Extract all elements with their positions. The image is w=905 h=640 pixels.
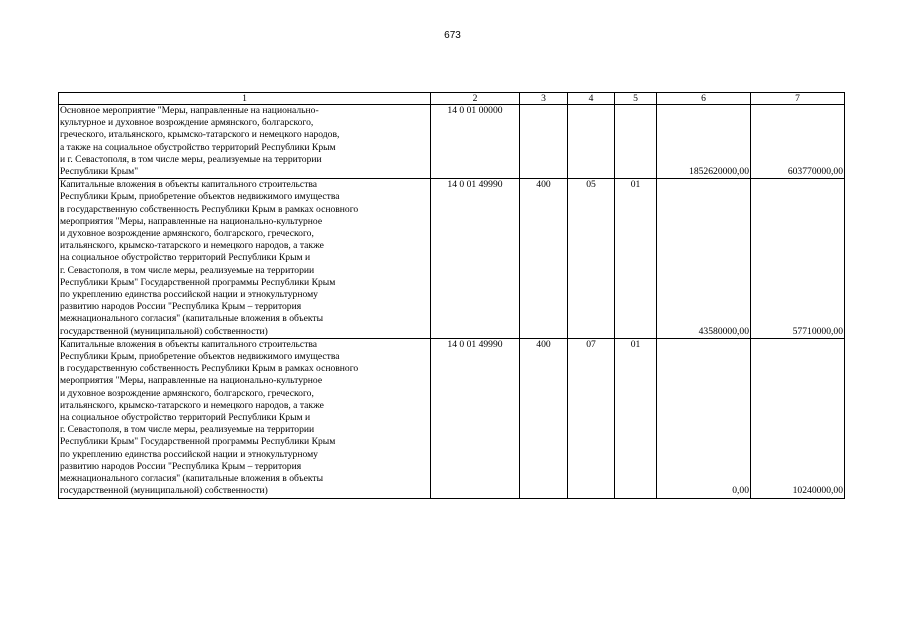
table-row [59, 105, 845, 179]
column-header: 5 [615, 93, 657, 105]
row-section [568, 105, 615, 179]
row-description: Основное мероприятие "Меры, направленные на национально- культурное и духовное возрождение армянского, болгарского, греческого, итальянского, крымско-татарского и немецкого народов, а также на социальное обустройство территорий Республики Крым и г. Севастополя, в том числе меры, реализуемые на территории Республики Крым" [59, 105, 431, 179]
table-row [59, 179, 845, 339]
row-amount-1: 43580000,00 [657, 179, 751, 339]
column-header: 4 [568, 93, 615, 105]
row-amount-1: 0,00 [657, 338, 751, 498]
row-description: Капитальные вложения в объекты капитального строительства Республики Крым, приобретение объектов недвижимого имущества в государственную собственность Республики Крым в рамках основного мероприятия "Меры, направленные на национально-культурное и духовное возрождение армянского, болгарского, греческого, итальянского, крымско-татарского и немецкого народов, а также на социальное обустройство территорий Республики Крым и г. Севастополя, в том числе меры, реализуемые на территории Республики Крым" Государственной программы Республики Крым по укреплению единства российской нации и этнокультурному развитию народов России "Республика Крым – территория межнационального согласия" (капитальные вложения в объекты государственной (муниципальной) собственности) [59, 179, 431, 339]
row-target-code: 14 0 01 49990 [431, 338, 520, 498]
row-description: Капитальные вложения в объекты капитального строительства Республики Крым, приобретение объектов недвижимого имущества в государственную собственность Республики Крым в рамках основного мероприятия "Меры, направленные на национально-культурное и духовное возрождение армянского, болгарского, греческого, итальянского, крымско-татарского и немецкого народов, а также на социальное обустройство территорий Республики Крым и г. Севастополя, в том числе меры, реализуемые на территории Республики Крым" Государственной программы Республики Крым по укреплению единства российской нации и этнокультурному развитию народов России "Республика Крым – территория межнационального согласия" (капитальные вложения в объекты государственной (муниципальной) собственности) [59, 338, 431, 498]
row-target-code: 14 0 01 49990 [431, 179, 520, 339]
row-subsection [615, 105, 657, 179]
row-amount-2: 603770000,00 [751, 105, 845, 179]
column-header: 6 [657, 93, 751, 105]
page-number: 673 [444, 30, 461, 41]
column-header: 3 [520, 93, 568, 105]
table-row [59, 338, 845, 498]
row-section: 05 [568, 179, 615, 339]
column-header: 1 [59, 93, 431, 105]
budget-table [58, 92, 845, 499]
table-header-row [59, 93, 845, 105]
row-target-code: 14 0 01 00000 [431, 105, 520, 179]
row-expense-type: 400 [520, 179, 568, 339]
row-amount-2: 57710000,00 [751, 179, 845, 339]
row-amount-1: 1852620000,00 [657, 105, 751, 179]
row-amount-2: 10240000,00 [751, 338, 845, 498]
column-header: 2 [431, 93, 520, 105]
row-expense-type [520, 105, 568, 179]
row-section: 07 [568, 338, 615, 498]
row-subsection: 01 [615, 179, 657, 339]
row-subsection: 01 [615, 338, 657, 498]
row-expense-type: 400 [520, 338, 568, 498]
column-header: 7 [751, 93, 845, 105]
